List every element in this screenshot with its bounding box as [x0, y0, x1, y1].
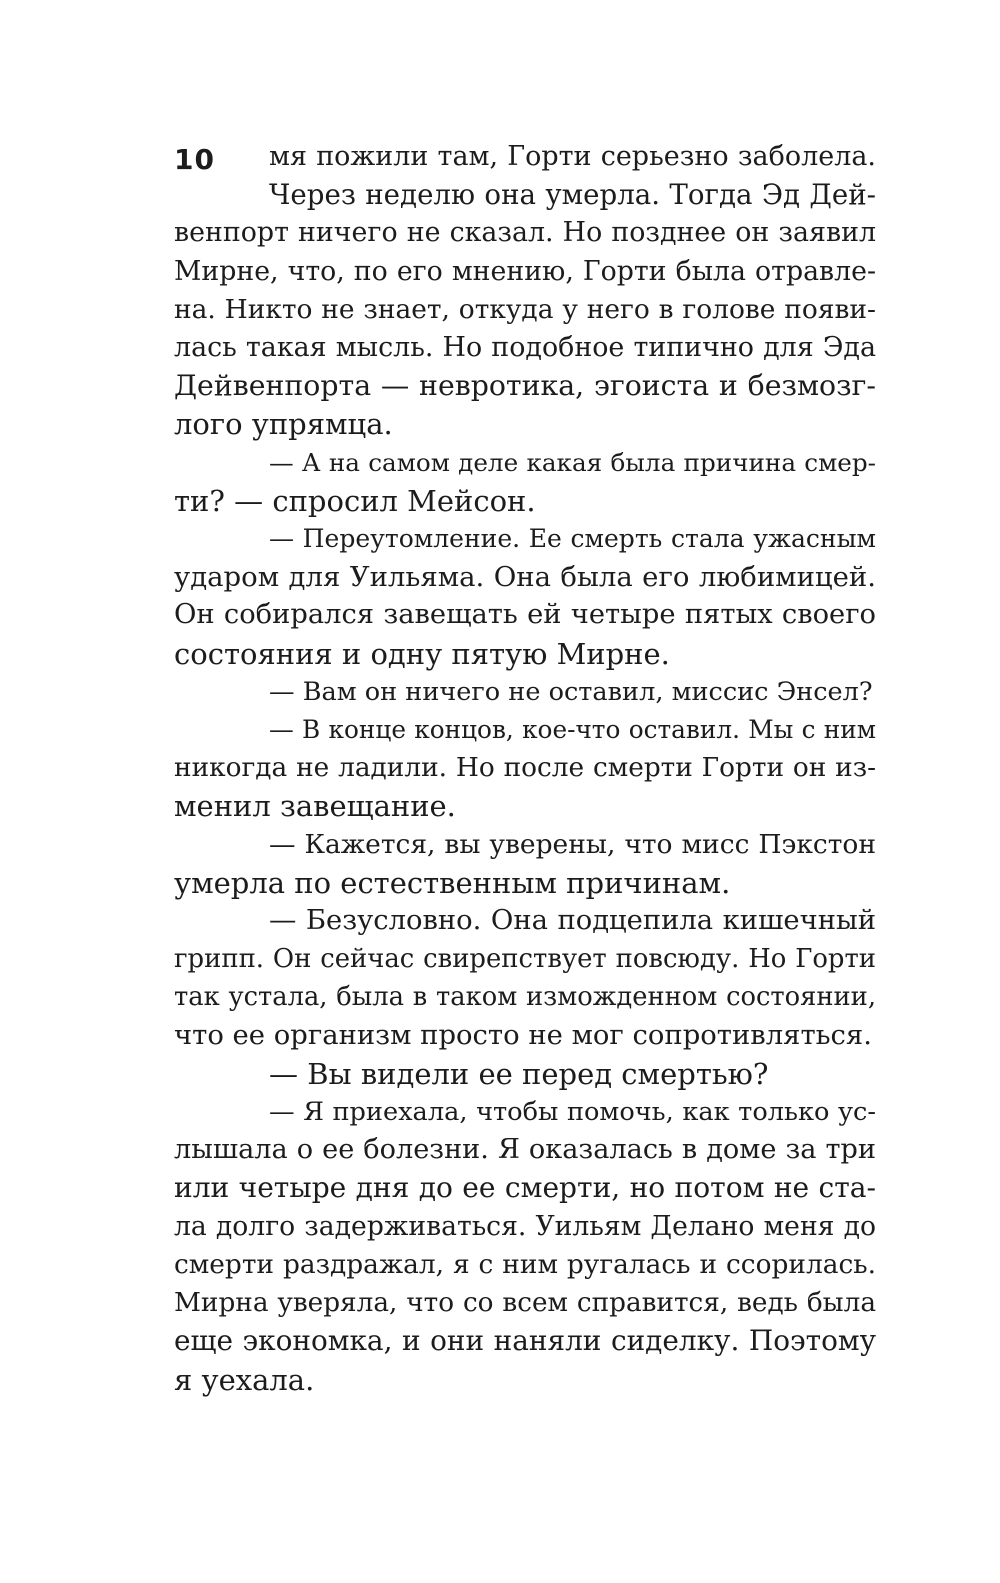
- text-line: Дейвенпорта — невротика, эгоиста и безмозг-: [174, 369, 876, 403]
- text-line: состояния и одну пятую Мирне.: [174, 636, 670, 671]
- text-line: никогда не ладили. Но после смерти Горти он из-: [174, 753, 876, 784]
- text-line: лышала о ее болезни. Я оказалась в доме за три: [174, 1134, 876, 1166]
- text-line: на. Никто не знает, откуда у него в голове появи-: [174, 293, 876, 325]
- text-line: что ее организм просто не мог сопротивляться.: [174, 1019, 872, 1051]
- text-line: — Вы видели ее перед смертью?: [269, 1056, 769, 1091]
- text-line: еще экономка, и они наняли сиделку. Поэтому: [174, 1324, 876, 1358]
- text-line: — Я приехала, чтобы помочь, как только ус-: [269, 1097, 876, 1128]
- text-line: грипп. Он сейчас свирепствует повсюду. Но Горти: [174, 944, 876, 975]
- text-line: смерти раздражал, я с ним ругалась и ссорилась.: [174, 1248, 876, 1280]
- text-line: Через неделю она умерла. Тогда Эд Дей-: [269, 178, 876, 212]
- text-line: я уехала.: [174, 1362, 315, 1397]
- text-line: ударом для Уильяма. Она была его любимицей.: [174, 561, 876, 594]
- text-line: — Безусловно. Она подцепила кишечный: [269, 905, 876, 937]
- body-text: [174, 138, 876, 1399]
- text-line: — В конце концов, кое-что оставил. Мы с ним: [269, 715, 876, 745]
- text-line: — Кажется, вы уверены, что мисс Пэкстон: [269, 828, 876, 860]
- text-line: — Переутомление. Ее смерть стала ужасным: [269, 524, 876, 554]
- text-line: Он собирался завещать ей четыре пятых своего: [174, 599, 876, 631]
- text-line: лого упрямца.: [174, 407, 393, 442]
- text-line: — А на самом деле какая была причина смер-: [269, 447, 876, 477]
- text-line: менил завещание.: [174, 789, 456, 824]
- text-line: мя пожили там, Горти серьезно заболела.: [269, 141, 876, 172]
- text-line: Мирне, что, по его мнению, Горти была отравле-: [174, 255, 876, 287]
- page-number: 10: [174, 143, 215, 176]
- text-line: умерла по естественным причинам.: [174, 865, 731, 900]
- text-line: ла долго задерживаться. Уильям Делано меня до: [174, 1210, 876, 1242]
- text-line: венпорт ничего не сказал. Но позднее он заявил: [174, 217, 876, 249]
- text-line: или четыре дня до ее смерти, но потом не ста-: [174, 1171, 876, 1205]
- text-line: — Вам он ничего не оставил, миссис Энсел?: [269, 676, 873, 707]
- text-line: так устала, была в таком изможденном состоянии,: [174, 982, 876, 1013]
- text-line: лась такая мысль. Но подобное типично для Эда: [174, 332, 876, 364]
- text-line: ти? — спросил Мейсон.: [174, 483, 536, 518]
- text-line: Мирна уверяла, что со всем справится, ведь была: [174, 1288, 876, 1319]
